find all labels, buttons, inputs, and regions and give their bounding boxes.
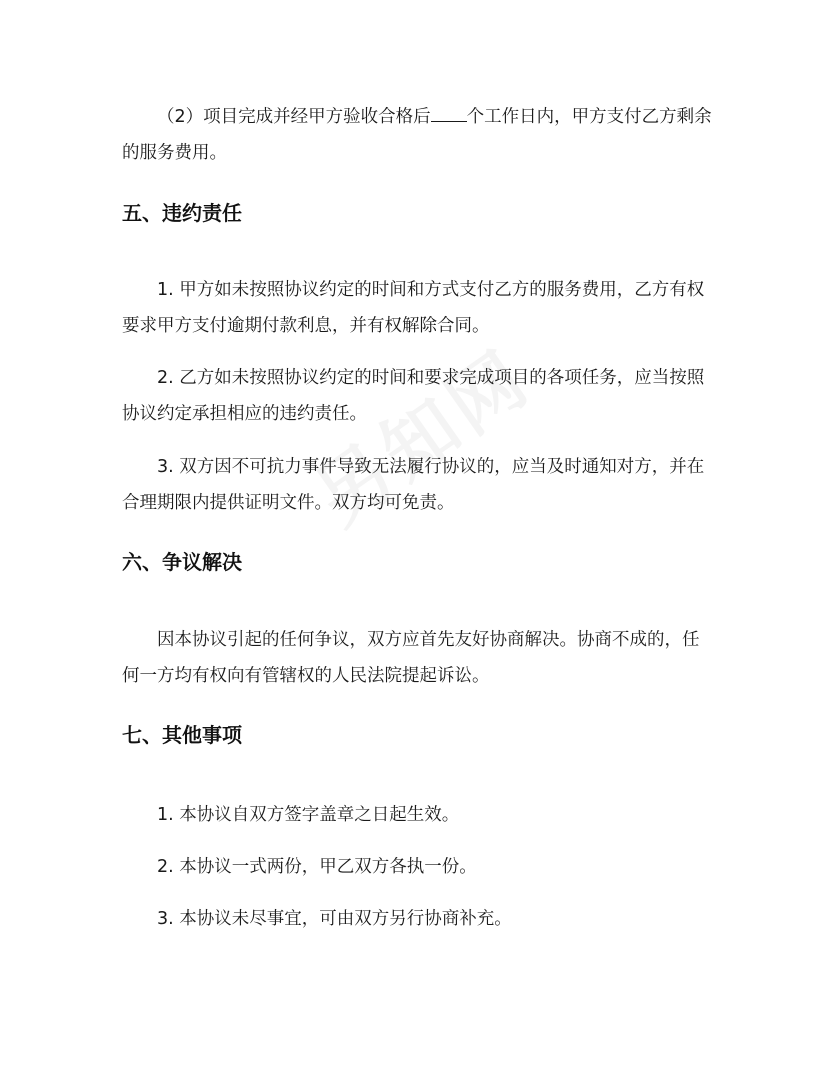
- fill-in-blank: [431, 107, 467, 122]
- section-7-item-3: 3. 本协议未尽事宜，可由双方另行协商补充。: [157, 909, 512, 929]
- section-7-heading: 七、其他事项: [122, 723, 242, 747]
- section-6-text: 因本协议引起的任何争议，双方应首先友好协商解决。协商不成的，任何一方均有权向有管辖权的人民法院提起诉讼。: [122, 630, 700, 686]
- payment-item-2-text-b: 个工作日内，甲方支付乙方剩余的服务费用。: [122, 107, 712, 163]
- section-7-item-1: 1. 本协议自双方签字盖章之日起生效。: [157, 805, 460, 825]
- section-5-item-1: 1. 甲方如未按照协议约定的时间和方式支付乙方的服务费用，乙方有权要求甲方支付逾期付款利息，并有权解除合同。: [122, 280, 705, 336]
- section-5-heading: 五、违约责任: [122, 201, 242, 225]
- section-6-heading: 六、争议解决: [122, 550, 242, 574]
- section-7-item-2: 2. 本协议一式两份，甲乙双方各执一份。: [157, 857, 477, 877]
- section-5-item-2: 2. 乙方如未按照协议约定的时间和要求完成项目的各项任务，应当按照协议约定承担相应的违约责任。: [122, 368, 705, 424]
- payment-item-2-text-a: （2）项目完成并经甲方验收合格后: [157, 107, 431, 127]
- payment-item-2: [122, 99, 712, 171]
- section-5-item-3: 3. 双方因不可抗力事件导致无法履行协议的，应当及时通知对方，并在合理期限内提供证明文件。双方均可免责。: [122, 457, 705, 513]
